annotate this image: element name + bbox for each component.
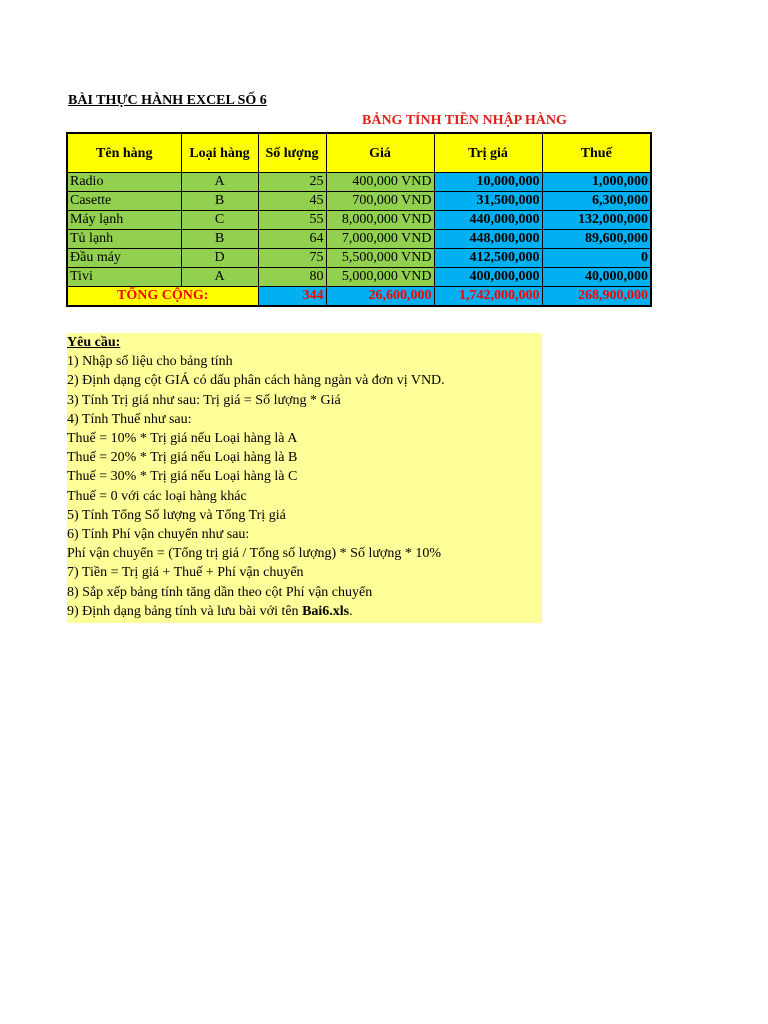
requirement-item: Thuế = 30% * Trị giá nếu Loại hàng là C: [67, 469, 298, 485]
cell-qty[interactable]: 75: [258, 249, 326, 268]
table-row: [67, 192, 651, 211]
cell-price[interactable]: 7,000,000 VND: [326, 230, 434, 249]
cell-name[interactable]: Máy lạnh: [67, 211, 181, 230]
cell-value[interactable]: 448,000,000: [434, 230, 542, 249]
cell-name[interactable]: Tivi: [67, 268, 181, 287]
header-qty[interactable]: Số lượng: [258, 133, 326, 173]
requirement-item: 2) Định dạng cột GIÁ có dấu phân cách hàng ngàn và đơn vị VND.: [67, 373, 445, 389]
table-title: BẢNG TÍNH TIỀN NHẬP HÀNG: [362, 113, 567, 128]
header-row: [67, 133, 651, 173]
cell-type[interactable]: A: [181, 268, 258, 287]
cell-qty[interactable]: 45: [258, 192, 326, 211]
requirements-box: [67, 333, 542, 623]
cell-price[interactable]: 700,000 VND: [326, 192, 434, 211]
requirement-item: 7) Tiền = Trị giá + Thuế + Phí vận chuyển: [67, 565, 304, 581]
header-tax[interactable]: Thuế: [542, 133, 651, 173]
requirements-heading: Yêu cầu:: [67, 335, 121, 350]
requirement-item: Thuế = 20% * Trị giá nếu Loại hàng là B: [67, 450, 298, 466]
cell-value[interactable]: 440,000,000: [434, 211, 542, 230]
total-row: [67, 287, 651, 307]
requirement-item: Thuế = 10% * Trị giá nếu Loại hàng là A: [67, 431, 298, 447]
requirement-item: 8) Sắp xếp bảng tính tăng dần theo cột Phí vận chuyển: [67, 584, 373, 600]
cell-name[interactable]: Đầu máy: [67, 249, 181, 268]
table-row: [67, 211, 651, 230]
document-title: BÀI THỰC HÀNH EXCEL SỐ 6: [68, 93, 267, 108]
cell-price[interactable]: 5,500,000 VND: [326, 249, 434, 268]
cell-type[interactable]: C: [181, 211, 258, 230]
header-price[interactable]: Giá: [326, 133, 434, 173]
cell-qty[interactable]: 80: [258, 268, 326, 287]
cell-type[interactable]: B: [181, 230, 258, 249]
table-row: [67, 173, 651, 192]
header-value[interactable]: Trị giá: [434, 133, 542, 173]
header-name[interactable]: Tên hàng: [67, 133, 181, 173]
cell-type[interactable]: B: [181, 192, 258, 211]
requirement-item: 1) Nhập số liệu cho bảng tính: [67, 354, 233, 370]
requirement-filename: Bai6.xls: [302, 603, 350, 619]
cell-qty[interactable]: 55: [258, 211, 326, 230]
cell-name[interactable]: Tủ lạnh: [67, 230, 181, 249]
requirement-item-last: [67, 602, 542, 621]
cell-qty[interactable]: 64: [258, 230, 326, 249]
requirement-item: 5) Tính Tổng Số lượng và Tổng Trị giá: [67, 507, 286, 523]
cell-value[interactable]: 10,000,000: [434, 173, 542, 192]
cell-price[interactable]: 8,000,000 VND: [326, 211, 434, 230]
cell-name[interactable]: Casette: [67, 192, 181, 211]
cell-value[interactable]: 31,500,000: [434, 192, 542, 211]
header-type[interactable]: Loại hàng: [181, 133, 258, 173]
cell-qty[interactable]: 25: [258, 173, 326, 192]
total-qty[interactable]: 344: [258, 287, 326, 307]
requirement-item: 6) Tính Phí vận chuyển như sau:: [67, 527, 250, 543]
cell-value[interactable]: 400,000,000: [434, 268, 542, 287]
cell-price[interactable]: 5,000,000 VND: [326, 268, 434, 287]
cell-tax[interactable]: 40,000,000: [542, 268, 651, 287]
requirement-item: 3) Tính Trị giá như sau: Trị giá = Số lượng * Giá: [67, 392, 341, 408]
cell-tax[interactable]: 132,000,000: [542, 211, 651, 230]
requirement-last-text: 9) Định dạng bảng tính và lưu bài với tên: [67, 603, 303, 619]
total-tax[interactable]: 268,900,000: [542, 287, 651, 307]
total-price[interactable]: 26,600,000: [326, 287, 434, 307]
cell-value[interactable]: 412,500,000: [434, 249, 542, 268]
cell-tax[interactable]: 1,000,000: [542, 173, 651, 192]
table-row: [67, 230, 651, 249]
table-row: [67, 249, 651, 268]
requirement-item: Thuế = 0 với các loại hàng khác: [67, 488, 247, 504]
invoice-table: [66, 132, 652, 307]
cell-tax[interactable]: 6,300,000: [542, 192, 651, 211]
table-row: [67, 268, 651, 287]
requirement-item: 4) Tính Thuế như sau:: [67, 411, 192, 427]
total-value[interactable]: 1,742,000,000: [434, 287, 542, 307]
cell-name[interactable]: Radio: [67, 173, 181, 192]
total-label[interactable]: TỔNG CỘNG:: [67, 287, 258, 307]
cell-price[interactable]: 400,000 VND: [326, 173, 434, 192]
requirement-item: Phí vận chuyển = (Tổng trị giá / Tổng số lượng) * Số lượng * 10%: [67, 546, 441, 562]
requirement-last-suffix: .: [349, 603, 353, 619]
cell-type[interactable]: D: [181, 249, 258, 268]
cell-tax[interactable]: 0: [542, 249, 651, 268]
cell-type[interactable]: A: [181, 173, 258, 192]
cell-tax[interactable]: 89,600,000: [542, 230, 651, 249]
